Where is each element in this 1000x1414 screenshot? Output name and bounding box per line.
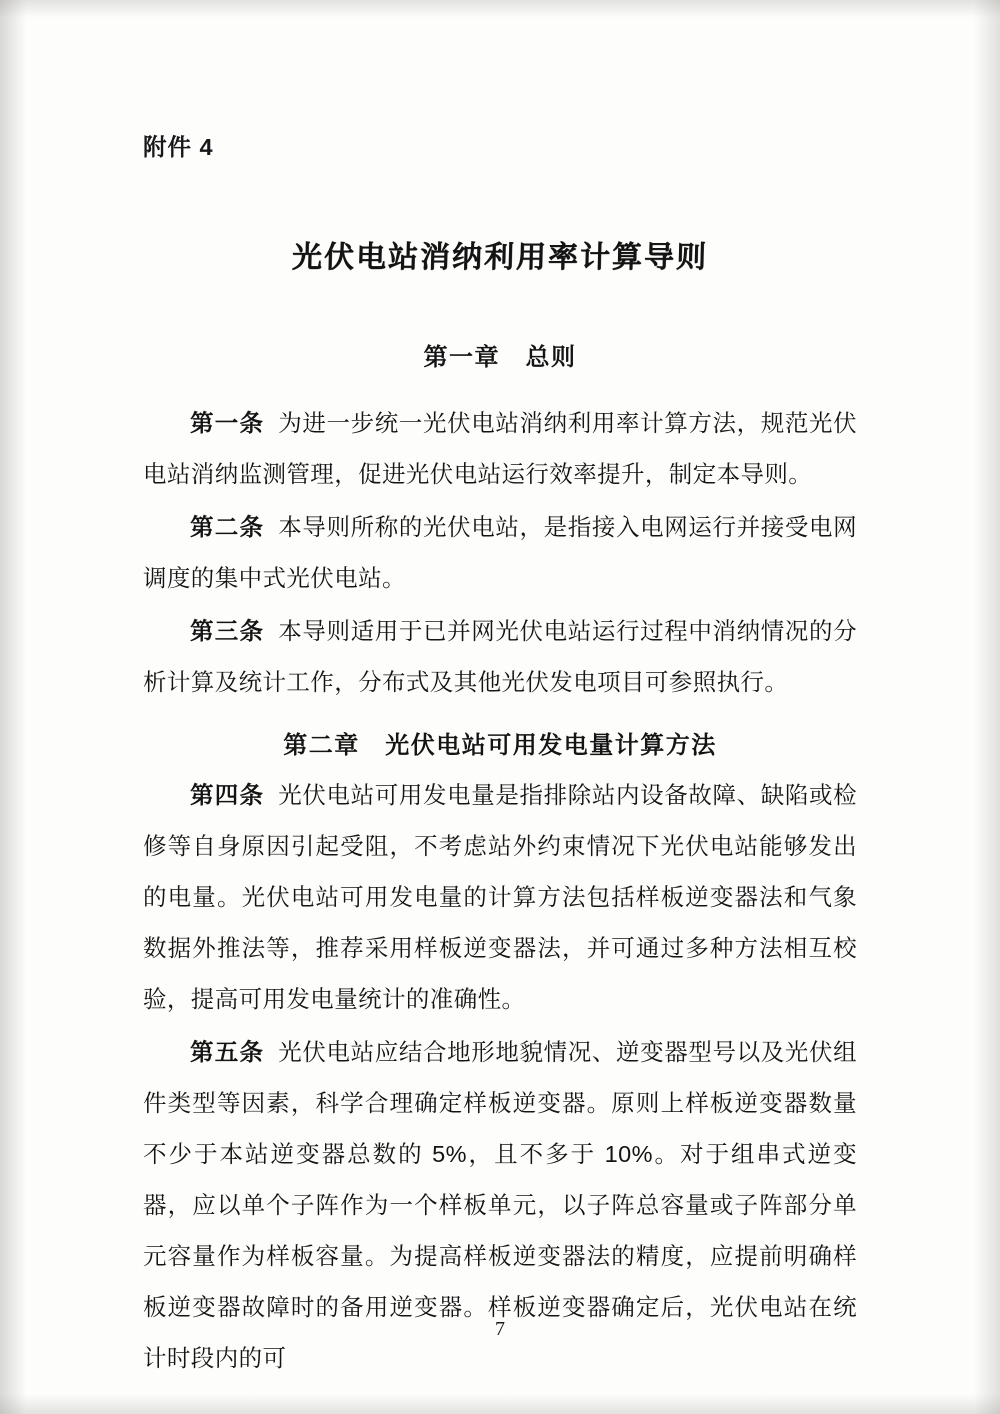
article-paragraph bbox=[143, 502, 857, 604]
chapter-heading-2: 第二章 光伏电站可用发电量计算方法 bbox=[283, 731, 717, 759]
article-lead: 第三条 bbox=[190, 617, 265, 644]
article-text: 本导则所称的光伏电站，是指接入电网运行并接受电网调度的集中式光伏电站。 bbox=[143, 513, 857, 591]
article-lead: 第二条 bbox=[190, 513, 265, 540]
article-lead: 第四条 bbox=[190, 781, 265, 808]
article-lead: 第五条 bbox=[190, 1038, 265, 1065]
page-number: 7 bbox=[495, 1318, 505, 1340]
article-text: 为进一步统一光伏电站消纳利用率计算方法，规范光伏电站消纳监测管理，促进光伏电站运行效率提升，制定本导则。 bbox=[143, 409, 857, 487]
article-paragraph bbox=[143, 770, 857, 1025]
attachment-label: 附件 4 bbox=[143, 134, 214, 160]
article-text: 本导则适用于已并网光伏电站运行过程中消纳情况的分析计算及统计工作，分布式及其他光伏发电项目可参照执行。 bbox=[143, 617, 857, 695]
chapter-heading-1: 第一章 总则 bbox=[423, 344, 577, 371]
document-title: 光伏电站消纳利用率计算导则 bbox=[291, 240, 709, 275]
document-content bbox=[143, 130, 857, 1384]
article-lead: 第一条 bbox=[190, 409, 265, 436]
article-text: 光伏电站应结合地形地貌情况、逆变器型号以及光伏组件类型等因素，科学合理确定样板逆变器。原则上样板逆变器数量不少于本站逆变器总数的 5%，且不多于 10%。对于组串式逆变器，应以单个子阵作为一个样板单元，以子阵总容量或子阵部分单元容量作为样板容量。为提高样板逆变器法的精度，应提前明确样板逆变器故障时的备用逆变器。样板逆变器确定后，光伏电站在统计时段内的可 bbox=[143, 1038, 857, 1371]
article-paragraph bbox=[143, 398, 857, 500]
article-text: 光伏电站可用发电量是指排除站内设备故障、缺陷或检修等自身原因引起受阻，不考虑站外约束情况下光伏电站能够发出的电量。光伏电站可用发电量的计算方法包括样板逆变器法和气象数据外推法等，推荐采用样板逆变器法，并可通过多种方法相互校验，提高可用发电量统计的准确性。 bbox=[143, 781, 857, 1012]
article-paragraph bbox=[143, 606, 857, 708]
